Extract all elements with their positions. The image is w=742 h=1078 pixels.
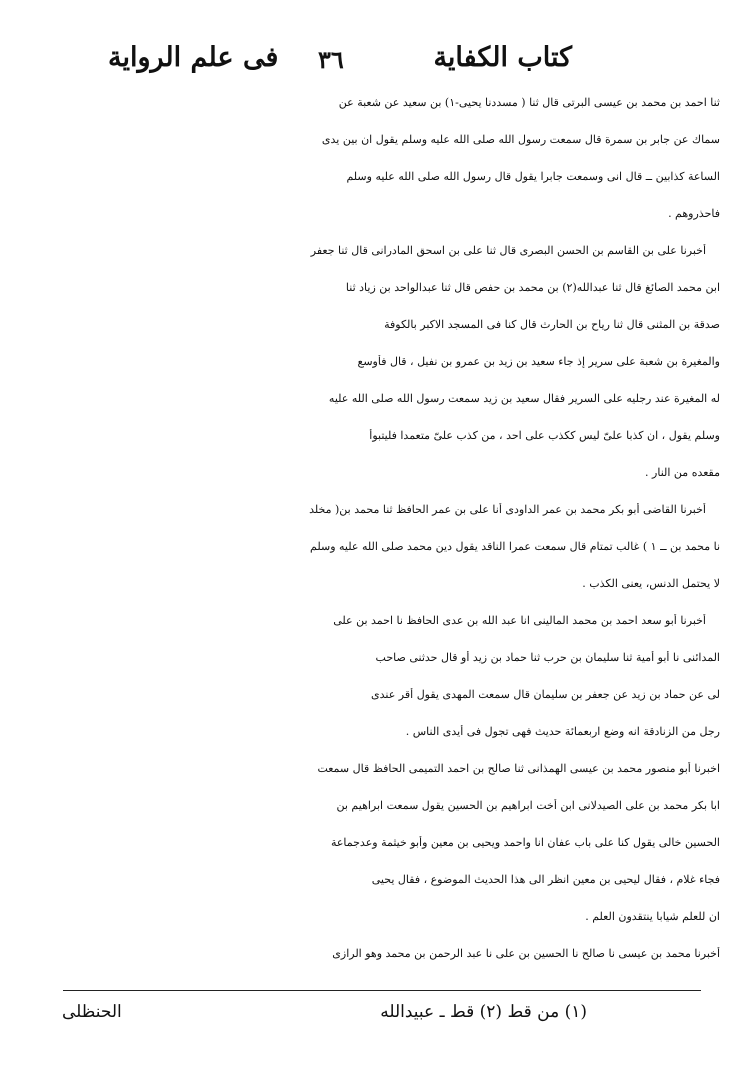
text-line: لا يحتمل الدنس، يعنى الكذب .	[582, 577, 720, 590]
header-subtitle: فى علم الرواية	[108, 42, 279, 73]
text-line: ابا بكر محمد بن على الصيدلانى ابن أخت ابراهيم بن الحسين يقول سمعت ابراهيم بن	[336, 799, 720, 812]
header-book-title: كتاب الكفاية	[433, 42, 572, 73]
text-line: والمغيرة بن شعبة على سرير إذ جاء سعيد بن زيد بن عمرو بن نفيل ، قال فأوسع	[357, 355, 720, 368]
text-line: نا محمد بن ــ ١ ) غالب تمتام قال سمعت عمرا الناقد يقول دين محمد صلى الله عليه وسلم	[310, 540, 720, 553]
body-text	[60, 96, 720, 984]
text-line: ابن محمد الصائغ قال ثنا عبدالله(٢) بن محمد بن حفص قال ثنا عبدالواحد بن زياد ثنا	[345, 281, 720, 294]
text-line: أخبرنا محمد بن عيسى نا صالح نا الحسين بن على نا عبد الرحمن بن محمد وهو الرازى	[332, 947, 720, 960]
text-line: رجل من الزنادقة انه وضع اربعمائة حديث فهى تجول فى أيدى الناس .	[405, 725, 720, 738]
footnote-sources: (١) من قط (٢) قط ـ عبيدالله	[380, 1002, 587, 1022]
text-line: ان للعلم شيابا ينتقدون العلم .	[585, 910, 720, 923]
text-line: وسلم يقول ، ان كذبا علىّ ليس ككذب على احد ، من كذب علىّ متعمدا فليتبوأ	[369, 429, 720, 442]
text-line: الحسين خالى يقول كنا على باب عفان انا واحمد ويحيى بن معين وأبو خيثمة وعدجماعة	[330, 836, 720, 849]
text-line: المدائنى نا أبو أمية ثنا سليمان بن حرب ثنا حماد بن زيد أو قال حدثنى صاحب	[375, 651, 720, 664]
text-line: فجاء غلام ، فقال ليحيى بن معين انظر الى هذا الحديث الموضوع ، فقال يحيى	[371, 873, 720, 886]
text-line: أخبرنا على بن القاسم بن الحسن البصرى قال ثنا على بن اسحق المادرانى قال ثنا جعفر	[310, 244, 706, 257]
text-line: سماك عن جابر بن سمرة قال سمعت رسول الله صلى الله عليه وسلم يقول ان بين يدى	[321, 133, 720, 146]
text-line: له المغيرة عند رجليه على السرير فقال سعيد بن زيد سمعت رسول الله صلى الله عليه	[328, 392, 720, 405]
text-line: أخبرنا أبو سعد احمد بن محمد المالينى انا عبد الله بن عدى الحافظ نا احمد بن على	[333, 614, 706, 627]
text-line: مقعده من النار .	[645, 466, 720, 479]
footnote-continuation: الحنظلى	[62, 1002, 122, 1022]
text-line: ثنا احمد بن محمد بن عيسى البرتى قال ثنا ( مسددنا يحيى-١) بن سعيد عن شعبة عن	[338, 96, 720, 109]
text-line: أخبرنا القاضى أبو بكر محمد بن عمر الداودى أنا على بن عمر الحافظ ثنا محمد بن( مخلد	[309, 503, 706, 516]
text-line: لى عن حماد بن زيد عن جعفر بن سليمان قال سمعت المهدى يقول أقر عندى	[371, 688, 720, 701]
text-line: الساعة كذابين ــ قال انى وسمعت جابرا يقول قال رسول الله صلى الله عليه وسلم	[346, 170, 720, 183]
text-line: صدقة بن المثنى قال ثنا رياح بن الحارث قال كنا فى المسجد الاكبر بالكوفة	[384, 318, 720, 331]
text-line: فاحذروهم .	[668, 207, 720, 220]
page-number: ٣٦	[318, 45, 344, 74]
footnote-divider	[63, 990, 701, 991]
text-line: اخبرنا أبو منصور محمد بن عيسى الهمذانى ثنا صالح بن احمد التميمى الحافظ قال سمعت	[317, 762, 720, 775]
